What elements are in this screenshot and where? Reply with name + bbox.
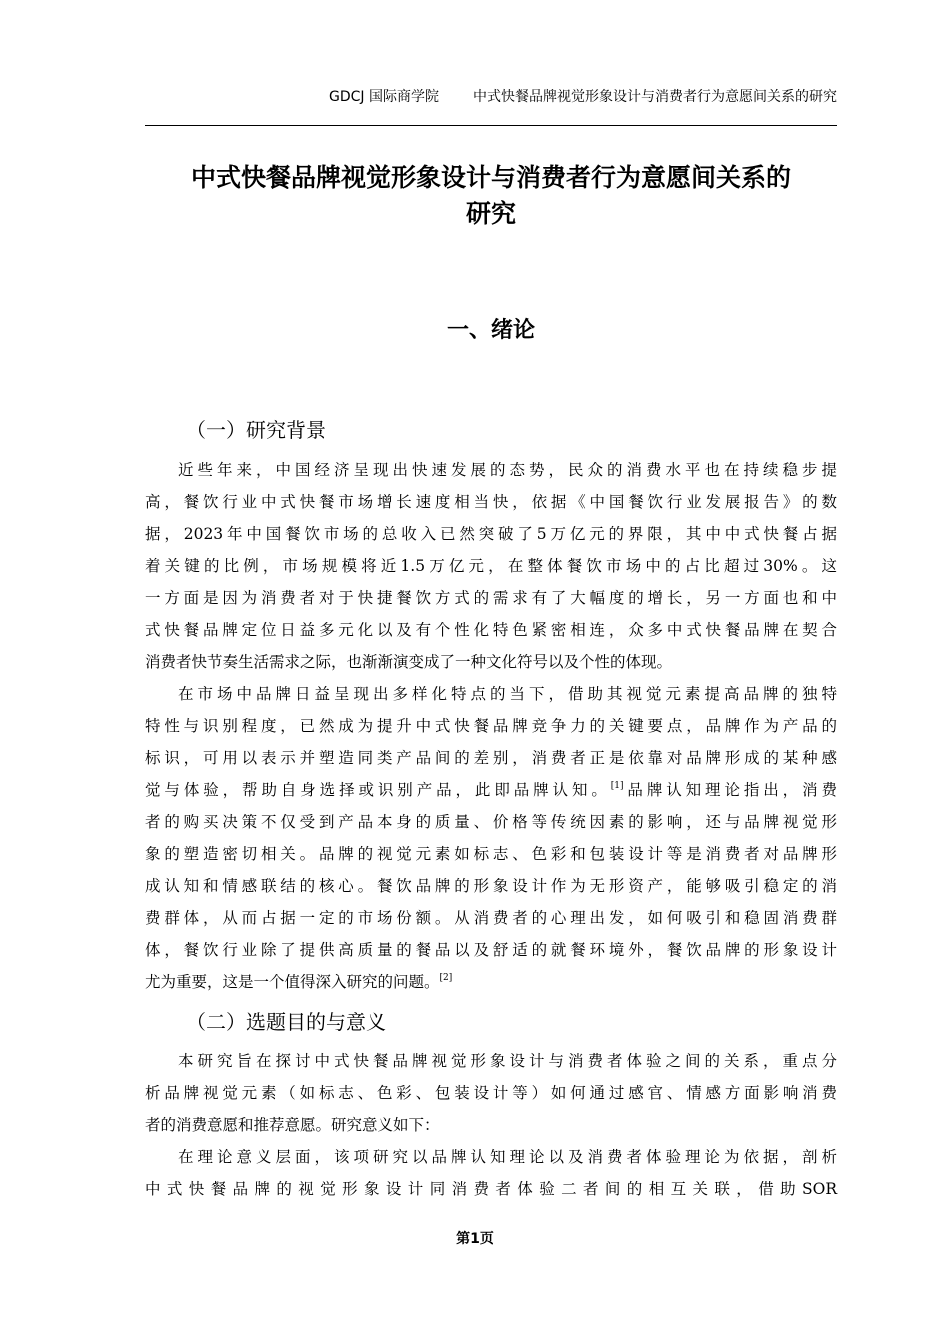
paragraph-line: 者的消费意愿和推荐意愿。研究意义如下： [145, 1116, 440, 1134]
subsection-heading-background: （一）研究背景 [186, 418, 326, 442]
document-title-line-2: 研究 [465, 199, 516, 228]
paragraph-line: 象的塑造密切相关。品牌的视觉元素如标志、色彩和包装设计等是消费者对品牌形 [145, 845, 837, 863]
paragraph-line: 析品牌视觉元素（如标志、色彩、包装设计等）如何通过感官、情感方面影响消费 [145, 1084, 837, 1102]
paragraph-line: 本研究旨在探讨中式快餐品牌视觉形象设计与消费者体验之间的关系，重点分 [178, 1052, 837, 1070]
paragraph-line: 者的购买决策不仅受到产品本身的质量、价格等传统因素的影响，还与品牌视觉形 [145, 813, 837, 831]
paragraph-line: 高，餐饮行业中式快餐市场增长速度相当快，依据《中国餐饮行业发展报告》的数 [145, 493, 837, 511]
paragraph-line: 据，2023年中国餐饮市场的总收入已然突破了5万亿元的界限，其中中式快餐占据 [145, 525, 837, 543]
paragraph-line: 在理论意义层面，该项研究以品牌认知理论以及消费者体验理论为依据，剖析 [178, 1148, 837, 1166]
document-title [135, 160, 847, 232]
paragraph-line: 标识，可用以表示并塑造同类产品间的差别，消费者正是依靠对品牌形成的某种感 [145, 749, 837, 767]
header-school: GDCJ 国际商学院 [329, 89, 439, 105]
citation-1[interactable]: [1] [610, 781, 624, 791]
subsection-heading-purpose: （二）选题目的与意义 [186, 1010, 386, 1034]
document-title-line-1: 中式快餐品牌视觉形象设计与消费者行为意愿间关系的 [190, 163, 791, 192]
header-divider [145, 125, 837, 126]
paragraph-line: 费群体，从而占据一定的市场份额。从消费者的心理出发，如何吸引和稳固消费群 [145, 909, 837, 927]
paragraph-line: 近些年来，中国经济呈现出快速发展的态势，民众的消费水平也在持续稳步提 [178, 461, 837, 479]
paragraph-line-with-citation [145, 775, 837, 805]
paragraph-line: 在市场中品牌日益呈现出多样化特点的当下，借助其视觉元素提高品牌的独特 [178, 685, 837, 703]
paragraph-line-with-citation [145, 967, 837, 997]
page-number: 第1页 [456, 1231, 494, 1247]
header-title: 中式快餐品牌视觉形象设计与消费者行为意愿间关系的研究 [473, 89, 837, 105]
paragraph-line: 中式快餐品牌的视觉形象设计同消费者体验二者间的相互关联，借助SOR [145, 1180, 837, 1198]
citation-2[interactable]: [2] [439, 973, 453, 983]
paragraph-line: 特性与识别程度，已然成为提升中式快餐品牌竞争力的关键要点，品牌作为产品的 [145, 717, 837, 735]
paragraph-line: 着关键的比例，市场规模将近1.5万亿元，在整体餐饮市场中的占比超过30%。这 [145, 557, 837, 575]
paragraph-text: 品牌认知理论指出，消费 [623, 781, 837, 799]
paragraph-text: 觉与体验，帮助自身选择或识别产品，此即品牌认知。 [145, 781, 611, 799]
paragraph-line: 式快餐品牌定位日益多元化以及有个性化特色紧密相连，众多中式快餐品牌在契合 [145, 621, 837, 639]
section-heading-introduction: 一、绪论 [446, 318, 535, 343]
paragraph-line: 一方面是因为消费者对于快捷餐饮方式的需求有了大幅度的增长，另一方面也和中 [145, 589, 837, 607]
paragraph-line: 成认知和情感联结的核心。餐饮品牌的形象设计作为无形资产，能够吸引稳定的消 [145, 877, 837, 895]
paragraph-line: 消费者快节奏生活需求之际，也渐渐演变成了一种文化符号以及个性的体现。 [145, 653, 673, 671]
page-header [145, 86, 837, 106]
paragraph-text: 尤为重要，这是一个值得深入研究的问题。 [145, 973, 440, 991]
paragraph-line: 体，餐饮行业除了提供高质量的餐品以及舒适的就餐环境外，餐饮品牌的形象设计 [145, 941, 837, 959]
